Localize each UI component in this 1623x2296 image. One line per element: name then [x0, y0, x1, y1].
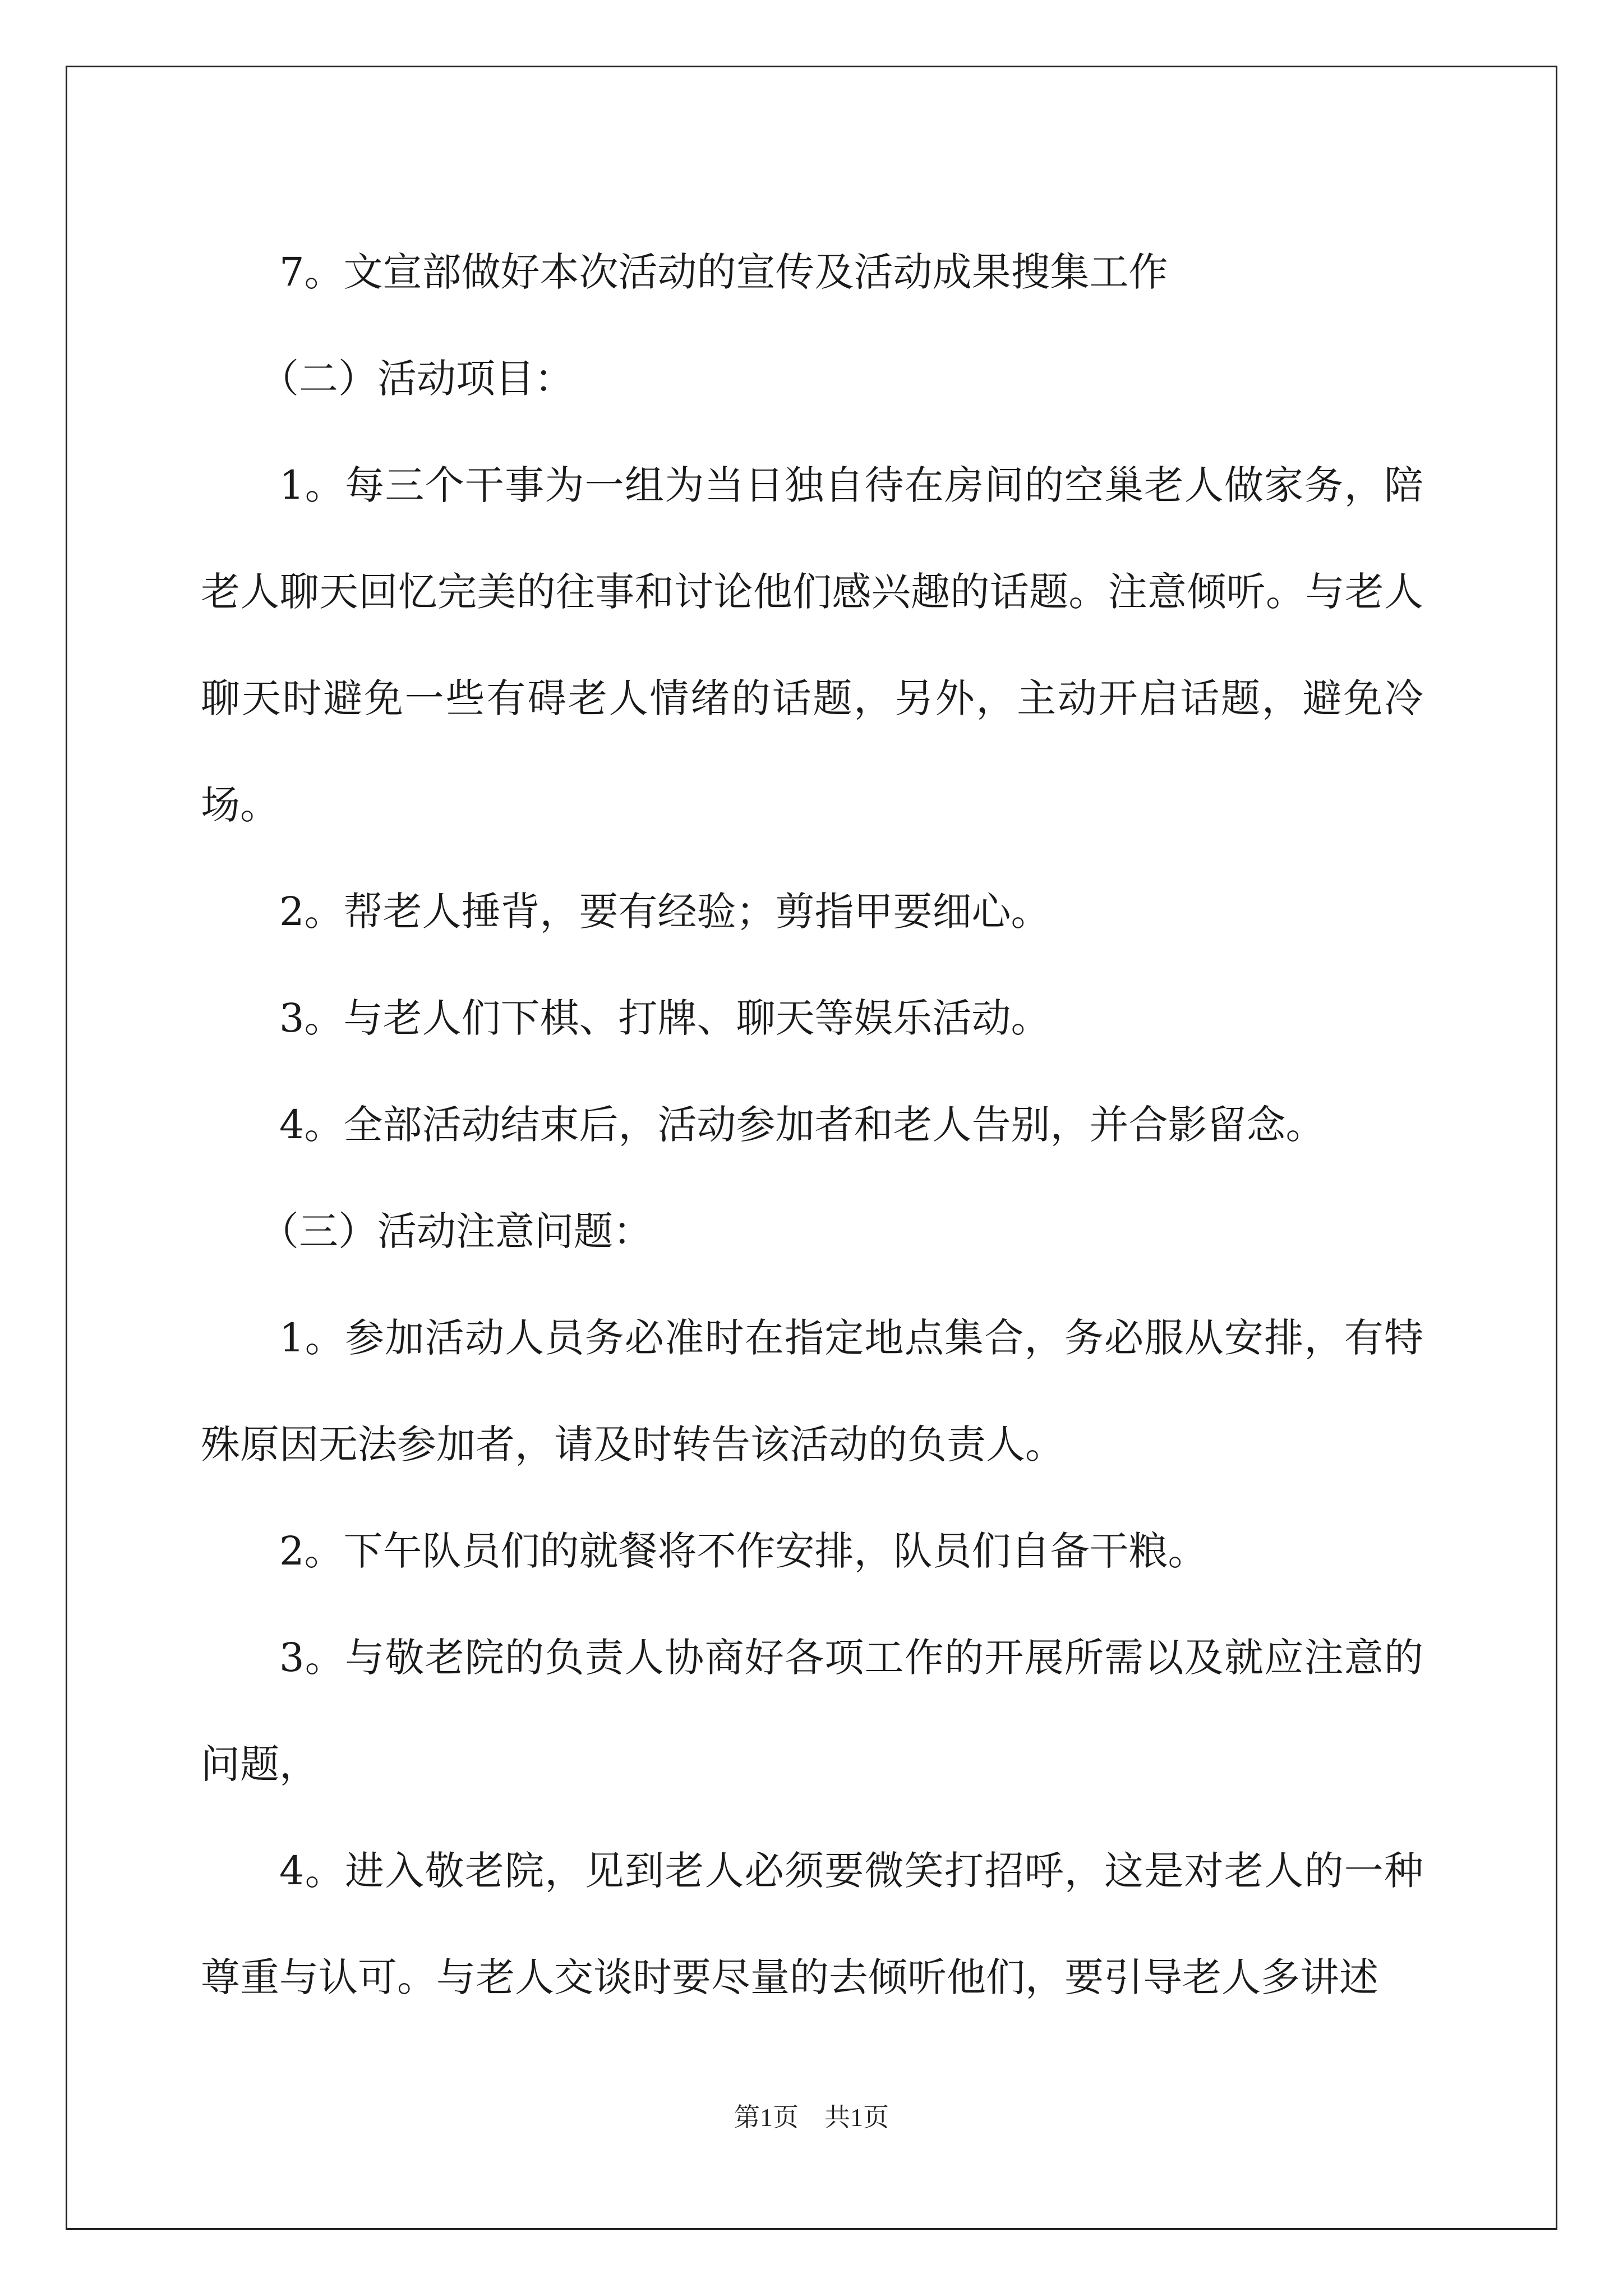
paragraph-activity-item-4: 4。全部活动结束后，活动参加者和老人告别，并合影留念。	[279, 1102, 1325, 1148]
paragraph-activity-item-2: 2。帮老人捶背，要有经验；剪指甲要细心。	[279, 889, 1050, 935]
paragraph-activity-item-3: 3。与老人们下棋、打牌、聊天等娱乐活动。	[279, 995, 1050, 1041]
paragraph-note-1: 1。参加活动人员务必准时在指定地点集合，务必服从安排，有特殊原因无法参加者，请及时转告该活动的负责人。	[201, 1315, 1423, 1467]
section-heading-activity-items: （二）活动项目：	[260, 356, 574, 402]
paragraph-item-7: 7。文宣部做好本次活动的宣传及活动成果搜集工作	[279, 249, 1168, 295]
section-heading-notes: （三）活动注意问题：	[260, 1208, 652, 1254]
document-body	[201, 219, 1423, 2031]
paragraph-note-4: 4。进入敬老院，见到老人必须要微笑打招呼，这是对老人的一种尊重与认可。与老人交谈时要尽量的去倾听他们，要引导老人多讲述	[201, 1848, 1423, 2000]
paragraph-note-2: 2。下午队员们的就餐将不作安排，队员们自备干粮。	[279, 1528, 1207, 1574]
paragraph-activity-item-1: 1。每三个干事为一组为当日独自待在房间的空巢老人做家务，陪老人聊天回忆完美的往事和讨论他们感兴趣的话题。注意倾听。与老人聊天时避免一些有碍老人情绪的话题，另外，主动开启话题，避免冷场。	[201, 462, 1423, 828]
paragraph-note-3: 3。与敬老院的负责人协商好各项工作的开展所需以及就应注意的问题，	[201, 1635, 1423, 1787]
page-number-footer: 第1页 共1页	[734, 2103, 889, 2132]
